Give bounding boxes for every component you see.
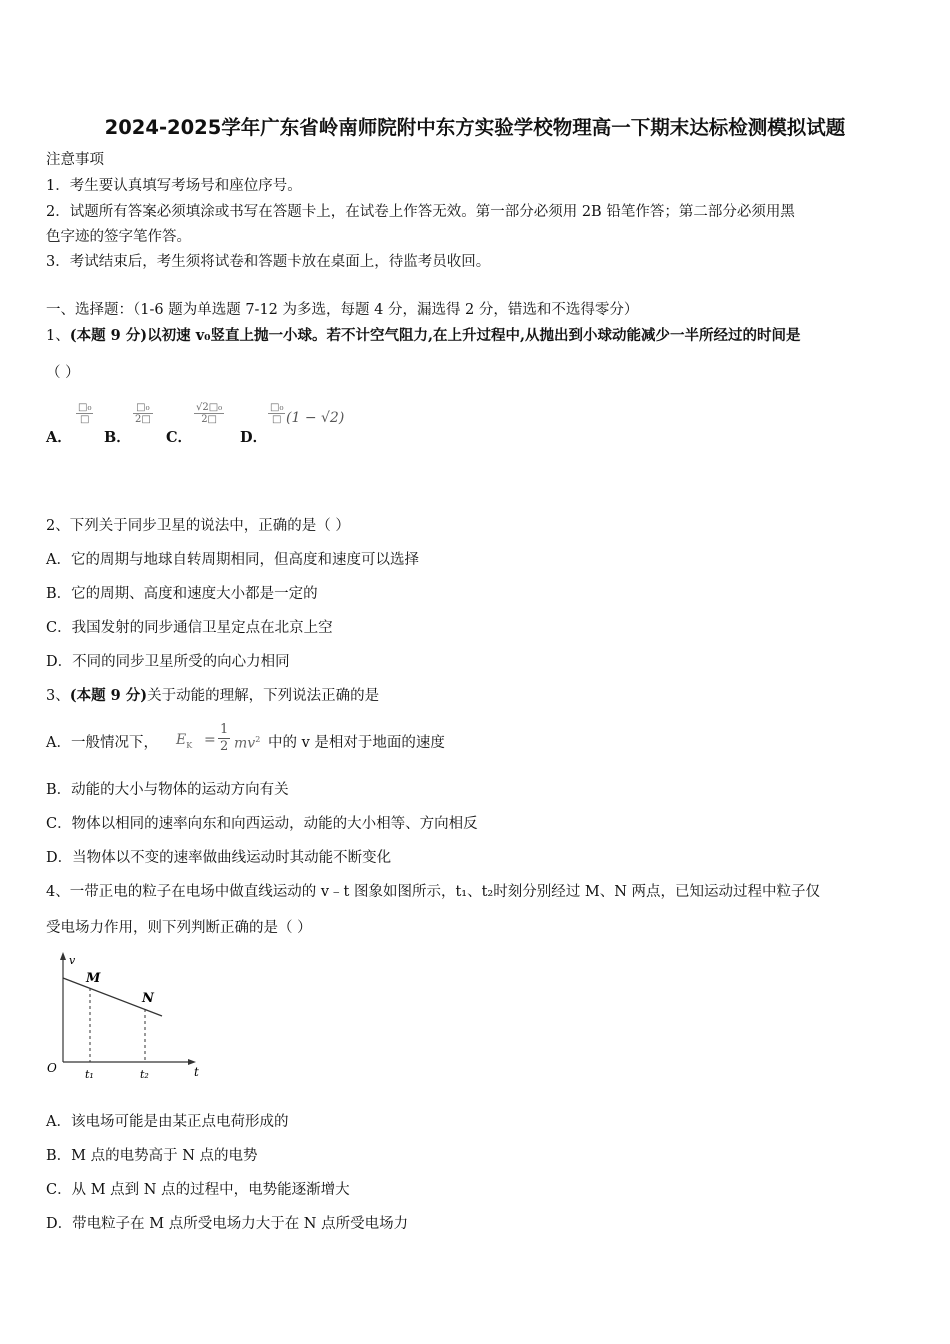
question-3-option-b: B．动能的大小与物体的运动方向有关 <box>46 782 289 798</box>
question-2-option-a: A．它的周期与地球自转周期相同，但高度和速度可以选择 <box>46 552 419 568</box>
option-b-label: B． <box>104 429 131 446</box>
question-number: 3、 <box>46 688 70 704</box>
notice-item: 3．考试结束后，考生须将试卷和答题卡放在桌面上，待监考员收回。 <box>46 254 491 270</box>
vt-graph <box>42 950 212 1085</box>
option-a-label: A． <box>46 429 72 446</box>
question-4-option-a: A．该电场可能是由某正点电荷形成的 <box>46 1114 289 1130</box>
option-a-tail: 中的 v 是相对于地面的速度 <box>268 735 445 751</box>
notice-item: 色字迹的签字笔作答。 <box>46 229 191 245</box>
option-b-formula: □₀ 2□ <box>135 402 151 425</box>
v-axis-arrow <box>60 952 66 960</box>
question-2-stem: 2、下列关于同步卫星的说法中，正确的是（ ） <box>46 518 350 534</box>
formula-equals: = <box>204 732 216 748</box>
question-3-option-c: C．物体以相同的速率向东和向西运动，动能的大小相等、方向相反 <box>46 816 478 832</box>
question-4-option-c: C．从 M 点到 N 点的过程中，电势能逐渐增大 <box>46 1182 350 1198</box>
question-4-stem-line2: 受电场力作用，则下列判断正确的是（ ） <box>46 920 312 936</box>
question-text: 关于动能的理解，下列说法正确的是 <box>147 688 380 704</box>
question-number: 1、 <box>46 328 70 344</box>
question-2-option-d: D．不同的同步卫星所受的向心力相同 <box>46 654 290 670</box>
option-d-formula: □₀ □ <box>270 402 284 425</box>
question-4-stem-line1: 4、一带正电的粒子在电场中做直线运动的 v﹣t 图象如图所示，t₁、t₂时刻分别经过 M、N 两点，已知运动过程中粒子仅 <box>46 884 820 900</box>
question-1-paren: （ ） <box>46 365 80 381</box>
t-label: t <box>194 1065 199 1079</box>
formula-ek: $E_K$ <box>176 732 193 750</box>
n-label: N <box>142 991 154 1006</box>
option-a-label: A．一般情况下， <box>46 735 158 751</box>
question-3-option-d: D．当物体以不变的速率做曲线运动时其动能不断变化 <box>46 850 392 866</box>
t1-label: t₁ <box>85 1068 94 1081</box>
question-2-option-b: B．它的周期、高度和速度大小都是一定的 <box>46 586 318 602</box>
m-label: M <box>86 971 101 986</box>
formula-fraction: $\frac{1}{2}$ <box>220 722 229 754</box>
origin-label: O <box>47 1061 57 1075</box>
question-tag: (本题 9 分) <box>69 327 148 344</box>
option-c-formula: $\frac{\text{√2□₀}}{2□}$ <box>196 402 223 425</box>
page-title: 2024-2025学年广东省岭南师院附中东方实验学校物理高一下期末达标检测模拟试题 <box>104 116 846 139</box>
question-2-option-c: C．我国发射的同步通信卫星定点在北京上空 <box>46 620 333 636</box>
question-1-stem <box>46 326 801 346</box>
option-d-label: D． <box>240 429 268 446</box>
formula-mv2: $mv^2$ <box>234 735 261 752</box>
option-d-tail: (1 − √2) <box>286 410 345 426</box>
notice-item: 2．试题所有答案必须填涂或书写在答题卡上，在试卷上作答无效。第一部分必须用 2B 铅笔作答；第二部分必须用黑 <box>46 204 795 220</box>
question-4-option-b: B．M 点的电势高于 N 点的电势 <box>46 1148 258 1164</box>
notice-heading: 注意事项 <box>46 152 104 168</box>
notice-item: 1．考生要认真填写考场号和座位序号。 <box>46 178 302 194</box>
question-text: 以初速 v₀竖直上抛一小球。若不计空气阻力,在上升过程中,从抛出到小球动能减少一半所经过的时间是 <box>147 327 801 344</box>
option-a-formula: □₀ □ <box>78 402 92 425</box>
t2-label: t₂ <box>140 1068 149 1081</box>
v-label: v <box>69 954 76 967</box>
question-4-option-d: D．带电粒子在 M 点所受电场力大于在 N 点所受电场力 <box>46 1216 409 1232</box>
option-c-label: C． <box>166 429 193 446</box>
question-3-stem <box>46 686 379 706</box>
section-heading: 一、选择题：（1-6 题为单选题 7-12 为多选，每题 4 分，漏选得 2 分，错选和不选得零分） <box>46 302 639 318</box>
question-tag: (本题 9 分) <box>69 687 148 704</box>
